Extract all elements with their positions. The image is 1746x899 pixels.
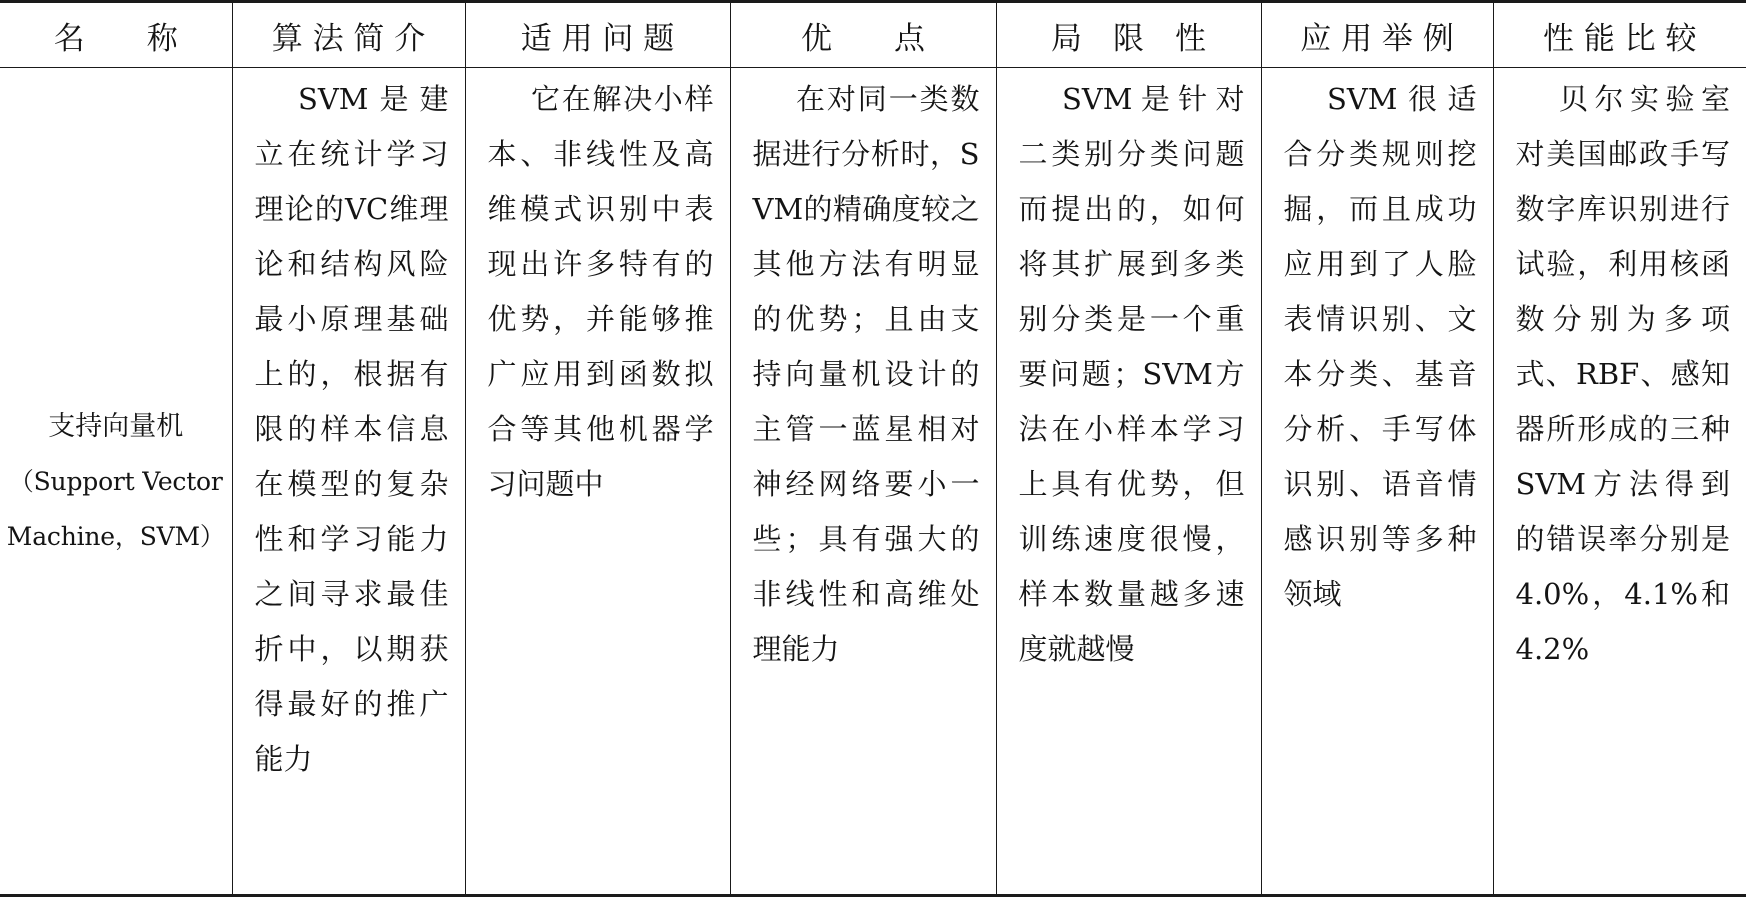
advantages-text: 在对同一类数据进行分析时，SVM的精确度较之其他方法有明显的优势；且由支持向量机设计的主管一蓝星相对神经网络要小一些；具有强大的非线性和高维处理能力	[752, 82, 980, 666]
algorithm-name-en-line2: Machine，SVM）	[6, 521, 225, 551]
intro-text: SVM是建立在统计学习理论的VC维理论和结构风险最小原理基础上的，根据有限的样本信息在模型的复杂性和学习能力之间寻求最佳折中，以期获得最好的推广能力	[254, 82, 449, 776]
problems-text: 它在解决小样本、非线性及高维模式识别中表现出许多特有的优势，并能够推广应用到函数拟合等其他机器学习问题中	[487, 82, 714, 501]
intro-cell	[232, 68, 465, 896]
header-applicable-problems: 适 用 问 题	[465, 2, 730, 68]
performance-cell	[1493, 68, 1746, 896]
header-application-examples: 应 用 举 例	[1261, 2, 1493, 68]
advantages-cell	[730, 68, 996, 896]
applications-text: SVM很适合分类规则挖掘，而且成功应用到了人脸表情识别、文本分类、基音分析、手写体识别、语音情感识别等多种领域	[1283, 82, 1477, 611]
algorithm-name-cell	[0, 68, 232, 896]
header-name: 名 称	[0, 2, 232, 68]
applications-cell	[1261, 68, 1493, 896]
algorithm-name-cn: 支持向量机	[48, 410, 184, 442]
limitations-text: SVM是针对二类别分类问题而提出的，如何将其扩展到多类别分类是一个重要问题；SVM方法在小样本学习上具有优势，但训练速度很慢，样本数量越多速度就越慢	[1018, 82, 1245, 666]
header-performance-comparison: 性 能 比 较	[1493, 2, 1746, 68]
limitations-cell	[996, 68, 1261, 896]
algorithm-name-en-line1: （Support Vector	[8, 466, 223, 496]
header-row	[0, 2, 1746, 68]
header-limitations: 局 限 性	[996, 2, 1261, 68]
header-algorithm-intro: 算 法 简 介	[232, 2, 465, 68]
performance-text: 贝尔实验室对美国邮政手写数字库识别进行试验，利用核函数分别为多项式、RBF、感知器所形成的三种SVM方法得到的错误率分别是4.0%，4.1%和4.2%	[1515, 82, 1730, 666]
table-row	[0, 68, 1746, 896]
header-advantages: 优 点	[730, 2, 996, 68]
problems-cell	[465, 68, 730, 896]
